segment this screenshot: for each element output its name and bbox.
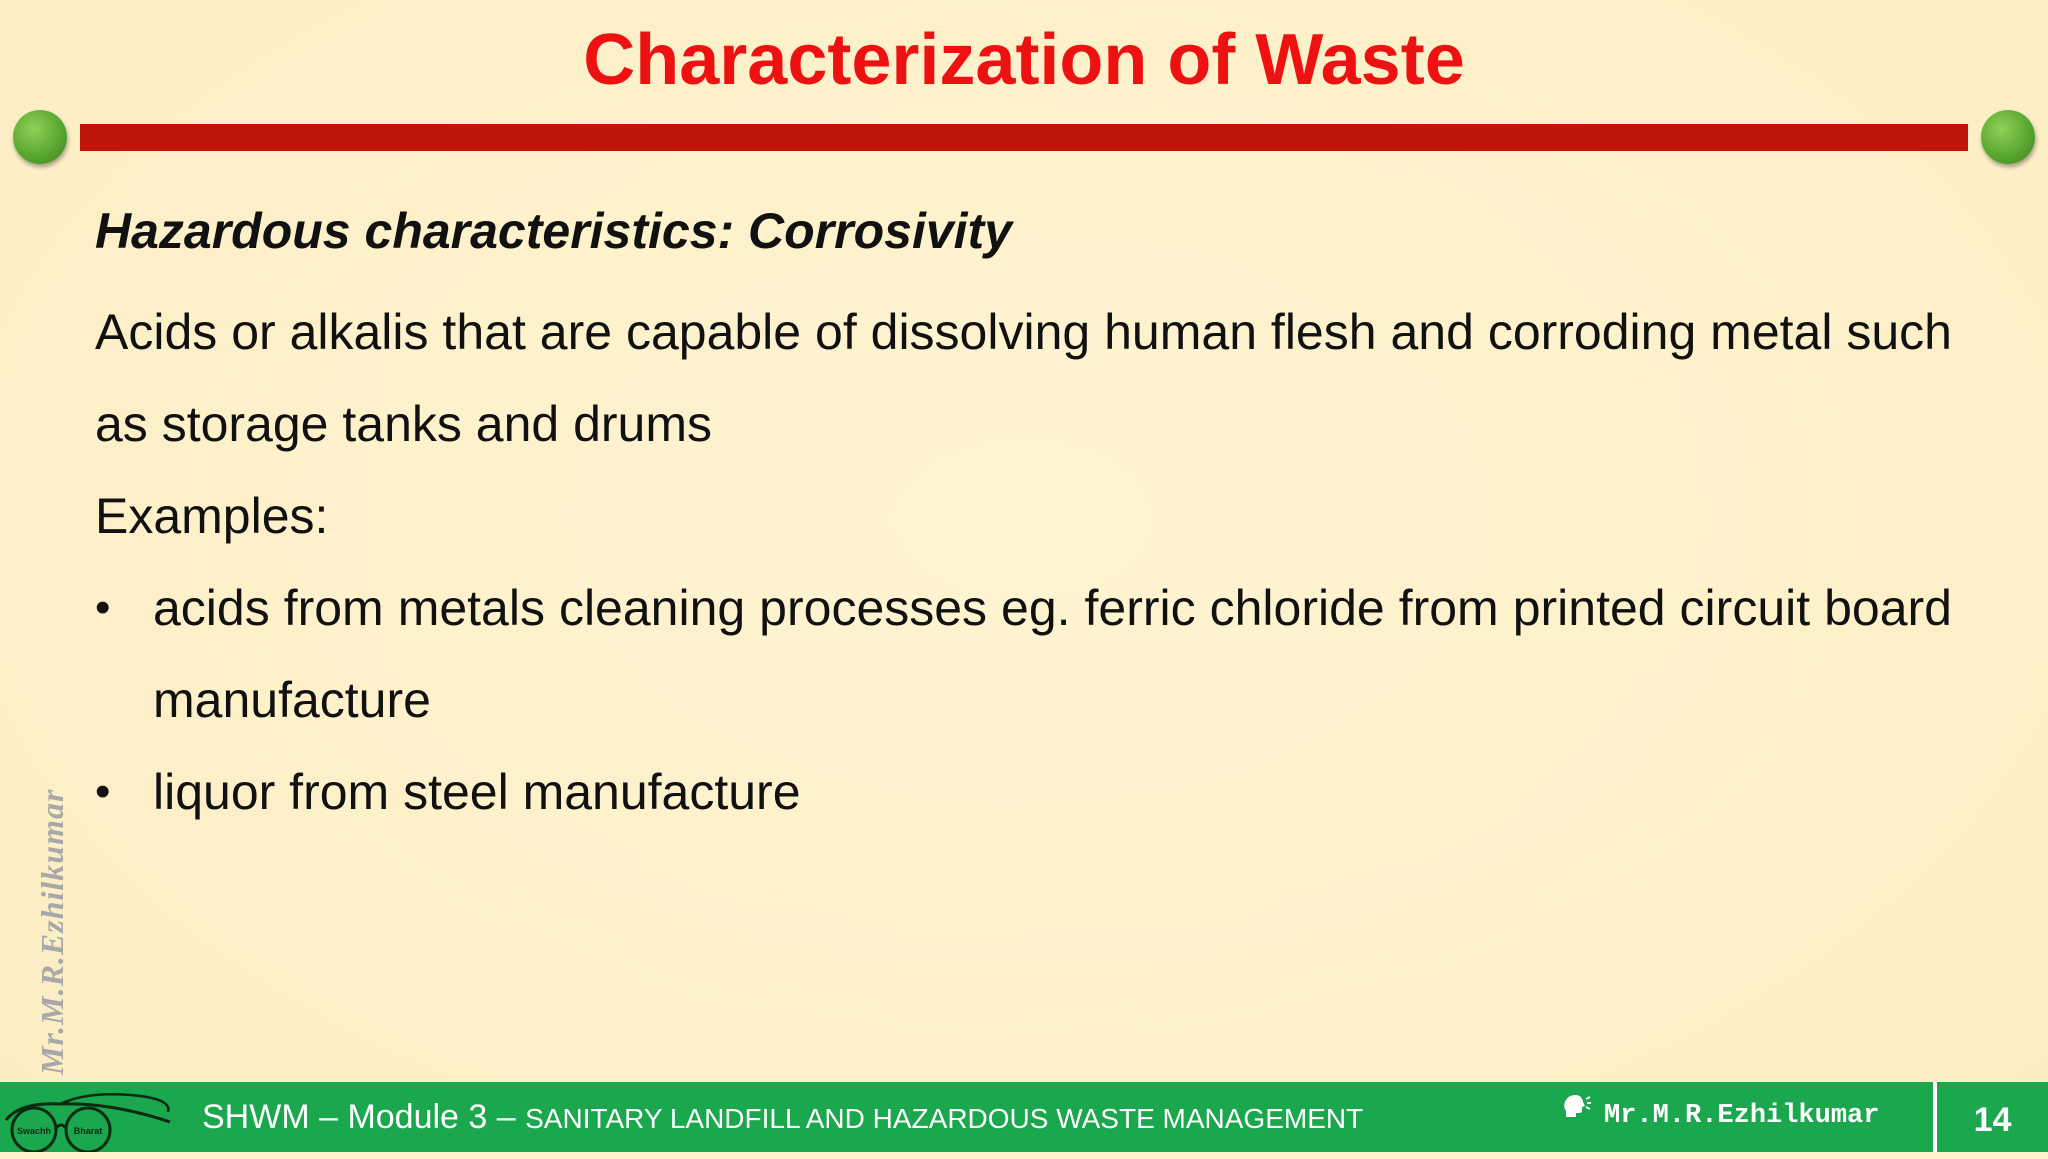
- footer-author: [1562, 1082, 1879, 1152]
- green-dot-right-icon: [1981, 110, 2035, 164]
- swachh-bharat-logo-icon: [0, 1082, 180, 1152]
- examples-list: [95, 562, 1952, 838]
- footer-author-name: Mr.M.R.Ezhilkumar: [1604, 1101, 1880, 1132]
- footer-bar: [0, 1082, 2048, 1152]
- green-dot-left-icon: [13, 110, 67, 164]
- slide-title: Characterization of Waste: [583, 20, 1465, 100]
- footer-course: SHWM – Module 3 –: [202, 1098, 526, 1136]
- subheading: Hazardous characteristics: Corrosivity: [95, 203, 1013, 259]
- footer-course-title: [202, 1082, 1363, 1152]
- list-item: [95, 746, 1952, 838]
- list-item-text: liquor from steel manufacture: [153, 764, 801, 820]
- bullet-icon: •: [95, 583, 111, 632]
- examples-label: Examples:: [95, 488, 329, 544]
- list-item-text: acids from metals cleaning processes eg. ferric chloride from printed circuit board manufacture: [153, 580, 1952, 728]
- logo-text-left: Swachh: [16, 1126, 52, 1136]
- title-underline-bar: [80, 124, 1968, 151]
- bullet-icon: •: [95, 767, 111, 816]
- footer-module-title: SANITARY LANDFILL AND HAZARDOUS WASTE MANAGEMENT: [525, 1103, 1364, 1134]
- logo-text-right: Bharat: [73, 1126, 103, 1136]
- page-number: 14: [1973, 1101, 2012, 1139]
- author-watermark: Mr.M.R.Ezhilkumar: [34, 788, 70, 1075]
- slide-content: [95, 190, 1952, 838]
- list-item: [95, 562, 1952, 746]
- definition-paragraph: Acids or alkalis that are capable of dissolving human flesh and corroding metal such as storage tanks and drums: [95, 304, 1952, 452]
- speaking-head-icon: [1562, 1082, 1592, 1148]
